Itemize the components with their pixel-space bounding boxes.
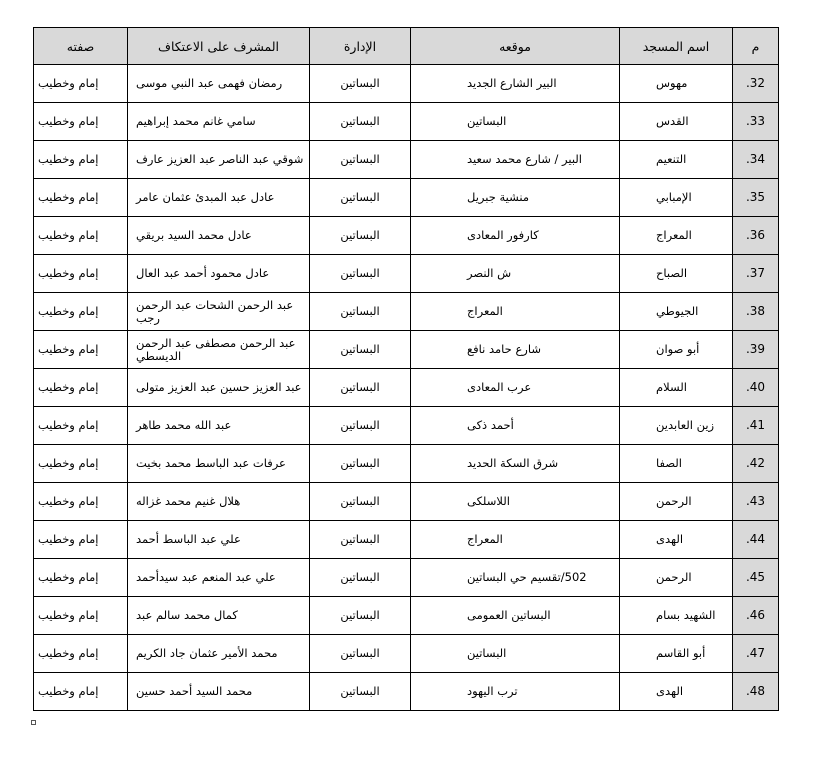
supervisor-name: عادل عبد المبدئ عثمان عامر bbox=[128, 179, 310, 217]
mosque-location: البير الشارع الجديد bbox=[411, 65, 620, 103]
administration: البساتين bbox=[310, 141, 411, 179]
administration: البساتين bbox=[310, 217, 411, 255]
row-number: 39. bbox=[733, 331, 779, 369]
supervisor-name: كمال محمد سالم عبد bbox=[128, 597, 310, 635]
row-number: 36. bbox=[733, 217, 779, 255]
supervisor-role: إمام وخطيب bbox=[34, 369, 128, 407]
mosque-location: البساتين bbox=[411, 103, 620, 141]
supervisor-name: شوقي عبد الناصر عبد العزيز عارف bbox=[128, 141, 310, 179]
table-row bbox=[34, 369, 779, 407]
mosque-location: البير / شارع محمد سعيد bbox=[411, 141, 620, 179]
supervisor-name: هلال غنيم محمد غزاله bbox=[128, 483, 310, 521]
row-number: 38. bbox=[733, 293, 779, 331]
table-row bbox=[34, 179, 779, 217]
table-row bbox=[34, 217, 779, 255]
supervisor-role: إمام وخطيب bbox=[34, 103, 128, 141]
administration: البساتين bbox=[310, 445, 411, 483]
supervisor-role: إمام وخطيب bbox=[34, 559, 128, 597]
table-row bbox=[34, 255, 779, 293]
supervisor-name: محمد السيد أحمد حسين bbox=[128, 673, 310, 711]
mosque-name: أبو صوان bbox=[620, 331, 733, 369]
supervisor-role: إمام وخطيب bbox=[34, 179, 128, 217]
mosque-location: البساتين العمومى bbox=[411, 597, 620, 635]
table-body bbox=[34, 65, 779, 711]
administration: البساتين bbox=[310, 597, 411, 635]
mosque-name: الإمبابي bbox=[620, 179, 733, 217]
header-supervisor: المشرف على الاعتكاف bbox=[128, 28, 310, 65]
administration: البساتين bbox=[310, 179, 411, 217]
administration: البساتين bbox=[310, 673, 411, 711]
supervisor-role: إمام وخطيب bbox=[34, 65, 128, 103]
row-number: 44. bbox=[733, 521, 779, 559]
supervisor-name: عبد الرحمن مصطفى عبد الرحمن الديسطي bbox=[128, 331, 310, 369]
table-anchor-marker bbox=[31, 720, 36, 725]
supervisor-role: إمام وخطيب bbox=[34, 597, 128, 635]
supervisor-role: إمام وخطيب bbox=[34, 635, 128, 673]
mosque-name: الصفا bbox=[620, 445, 733, 483]
table-row bbox=[34, 331, 779, 369]
mosque-name: أبو القاسم bbox=[620, 635, 733, 673]
mosque-name: الرحمن bbox=[620, 559, 733, 597]
supervisor-name: رمضان فهمى عبد النبي موسى bbox=[128, 65, 310, 103]
mosque-name: التنعيم bbox=[620, 141, 733, 179]
administration: البساتين bbox=[310, 483, 411, 521]
mosque-name: القدس bbox=[620, 103, 733, 141]
supervisor-name: علي عبد الباسط أحمد bbox=[128, 521, 310, 559]
mosque-location: أحمد ذكى bbox=[411, 407, 620, 445]
supervisor-role: إمام وخطيب bbox=[34, 217, 128, 255]
row-number: 40. bbox=[733, 369, 779, 407]
table-row bbox=[34, 141, 779, 179]
supervisor-role: إمام وخطيب bbox=[34, 483, 128, 521]
mosque-name: الرحمن bbox=[620, 483, 733, 521]
row-number: 35. bbox=[733, 179, 779, 217]
administration: البساتين bbox=[310, 255, 411, 293]
row-number: 45. bbox=[733, 559, 779, 597]
row-number: 46. bbox=[733, 597, 779, 635]
row-number: 32. bbox=[733, 65, 779, 103]
table-row bbox=[34, 483, 779, 521]
administration: البساتين bbox=[310, 293, 411, 331]
administration: البساتين bbox=[310, 103, 411, 141]
mosque-location: البساتين bbox=[411, 635, 620, 673]
supervisor-name: عبد الرحمن الشحات عبد الرحمن رجب bbox=[128, 293, 310, 331]
administration: البساتين bbox=[310, 559, 411, 597]
header-row bbox=[34, 28, 779, 65]
row-number: 33. bbox=[733, 103, 779, 141]
mosque-location: عرب المعادى bbox=[411, 369, 620, 407]
table-header bbox=[34, 28, 779, 65]
administration: البساتين bbox=[310, 521, 411, 559]
supervisor-role: إمام وخطيب bbox=[34, 293, 128, 331]
table-row bbox=[34, 293, 779, 331]
supervisor-role: إمام وخطيب bbox=[34, 255, 128, 293]
supervisor-name: عرفات عبد الباسط محمد بخيت bbox=[128, 445, 310, 483]
header-role: صفته bbox=[34, 28, 128, 65]
mosque-location: ترب اليهود bbox=[411, 673, 620, 711]
supervisor-role: إمام وخطيب bbox=[34, 407, 128, 445]
mosques-table bbox=[33, 27, 779, 711]
mosque-location: المعراج bbox=[411, 293, 620, 331]
header-mosque-name: اسم المسجد bbox=[620, 28, 733, 65]
mosque-name: الهدى bbox=[620, 673, 733, 711]
row-number: 48. bbox=[733, 673, 779, 711]
table-row bbox=[34, 559, 779, 597]
supervisor-name: عادل محمد السيد بريقي bbox=[128, 217, 310, 255]
administration: البساتين bbox=[310, 331, 411, 369]
row-number: 34. bbox=[733, 141, 779, 179]
supervisor-role: إمام وخطيب bbox=[34, 521, 128, 559]
table-row bbox=[34, 673, 779, 711]
mosque-location: كارفور المعادى bbox=[411, 217, 620, 255]
mosque-name: الصباح bbox=[620, 255, 733, 293]
supervisor-role: إمام وخطيب bbox=[34, 331, 128, 369]
table-row bbox=[34, 407, 779, 445]
supervisor-name: محمد الأمير عثمان جاد الكريم bbox=[128, 635, 310, 673]
administration: البساتين bbox=[310, 65, 411, 103]
row-number: 42. bbox=[733, 445, 779, 483]
mosque-name: الجيوطي bbox=[620, 293, 733, 331]
header-administration: الإدارة bbox=[310, 28, 411, 65]
supervisor-role: إمام وخطيب bbox=[34, 673, 128, 711]
row-number: 37. bbox=[733, 255, 779, 293]
administration: البساتين bbox=[310, 369, 411, 407]
mosque-location: المعراج bbox=[411, 521, 620, 559]
mosque-location: منشية جبريل bbox=[411, 179, 620, 217]
mosque-location: ش النصر bbox=[411, 255, 620, 293]
mosque-name: زين العابدين bbox=[620, 407, 733, 445]
supervisor-name: سامي غانم محمد إبراهيم bbox=[128, 103, 310, 141]
administration: البساتين bbox=[310, 407, 411, 445]
table-row bbox=[34, 521, 779, 559]
mosque-location: شارع حامد نافع bbox=[411, 331, 620, 369]
table-row bbox=[34, 635, 779, 673]
row-number: 43. bbox=[733, 483, 779, 521]
supervisor-role: إمام وخطيب bbox=[34, 445, 128, 483]
mosque-name: السلام bbox=[620, 369, 733, 407]
mosque-location: اللاسلكى bbox=[411, 483, 620, 521]
mosque-name: مهوس bbox=[620, 65, 733, 103]
table-row bbox=[34, 445, 779, 483]
supervisor-name: عبد الله محمد طاهر bbox=[128, 407, 310, 445]
header-number: م bbox=[733, 28, 779, 65]
mosque-name: الشهيد بسام bbox=[620, 597, 733, 635]
table-row bbox=[34, 103, 779, 141]
administration: البساتين bbox=[310, 635, 411, 673]
table-row bbox=[34, 597, 779, 635]
mosque-location: 502/تقسيم حي البساتين bbox=[411, 559, 620, 597]
header-location: موقعه bbox=[411, 28, 620, 65]
mosque-name: الهدى bbox=[620, 521, 733, 559]
mosque-name: المعراج bbox=[620, 217, 733, 255]
mosque-location: شرق السكة الحديد bbox=[411, 445, 620, 483]
supervisor-role: إمام وخطيب bbox=[34, 141, 128, 179]
supervisor-name: علي عبد المنعم عبد سيدأحمد bbox=[128, 559, 310, 597]
table-row bbox=[34, 65, 779, 103]
supervisor-name: عبد العزيز حسين عبد العزيز متولى bbox=[128, 369, 310, 407]
supervisor-name: عادل محمود أحمد عبد العال bbox=[128, 255, 310, 293]
row-number: 41. bbox=[733, 407, 779, 445]
row-number: 47. bbox=[733, 635, 779, 673]
